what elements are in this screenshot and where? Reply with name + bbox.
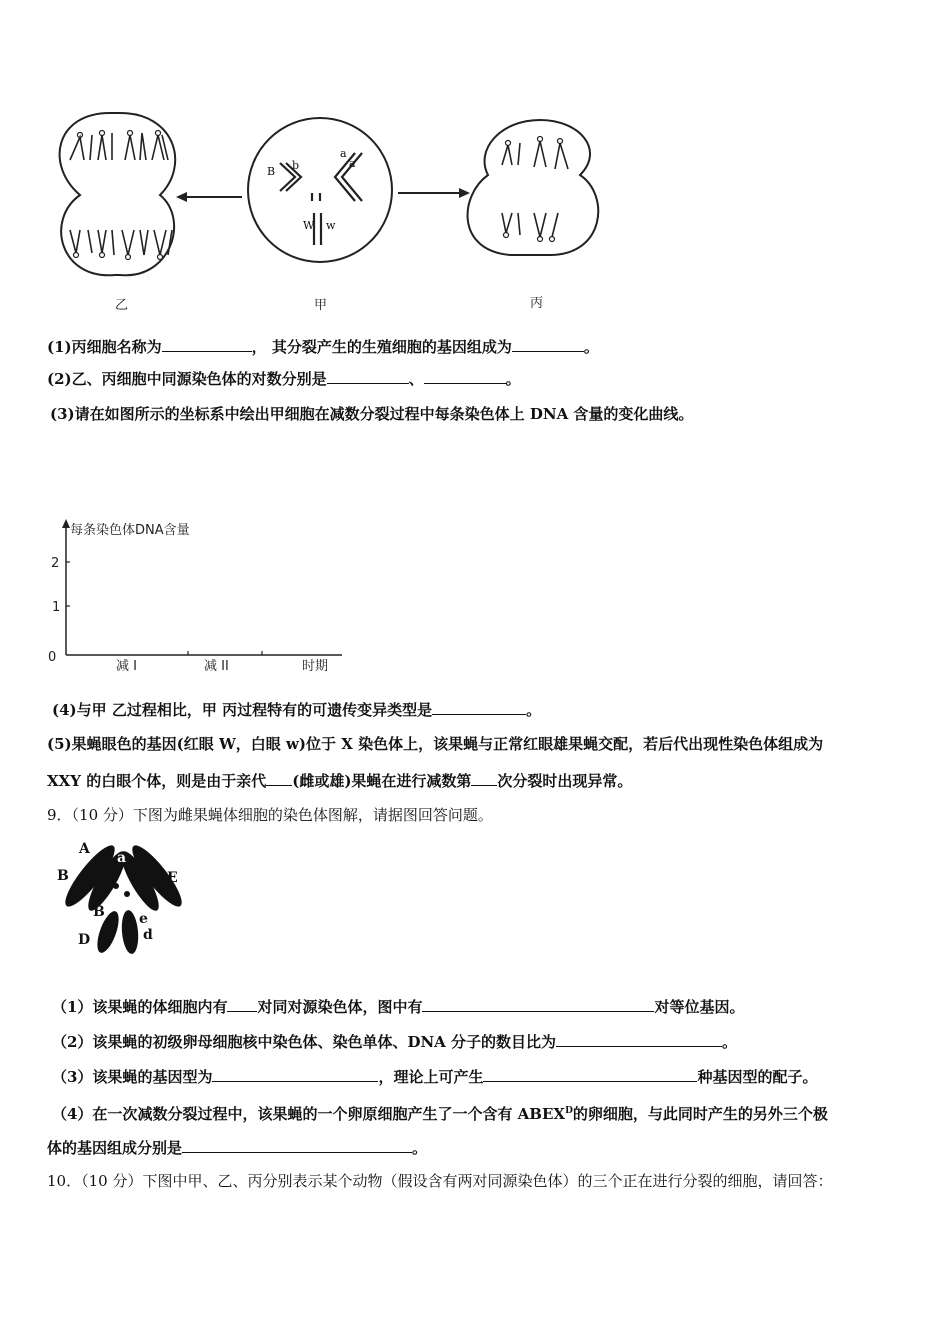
q8-part2-text-a: (2)乙、丙细胞中同源染色体的对数分别是 bbox=[47, 370, 327, 388]
answer-blank[interactable] bbox=[471, 771, 497, 786]
answer-blank[interactable] bbox=[266, 771, 292, 786]
q9-part3-text-b: ，理论上可产生 bbox=[378, 1068, 484, 1086]
q10-title: 10．（10 分）下图中甲、乙、丙分别表示某个动物（假设含有两对同源染色体）的三个正在进行分裂的细胞，请回答： bbox=[47, 1172, 833, 1190]
answer-blank[interactable] bbox=[512, 337, 584, 352]
answer-blank[interactable] bbox=[424, 369, 506, 384]
q8-part4-text-a: (4)与甲 乙过程相比，甲 丙过程特有的可遗传变异类型是 bbox=[52, 701, 433, 719]
q9-part3-text-a: （3）该果蝇的基因型为 bbox=[52, 1068, 213, 1086]
gene-label-B: B bbox=[267, 165, 276, 178]
answer-blank[interactable] bbox=[182, 1138, 412, 1153]
gene-label-B-mid: B bbox=[93, 904, 105, 920]
gene-label-b: b bbox=[292, 159, 300, 172]
q8-part5-line2 bbox=[47, 771, 632, 791]
q9-part3-text-c: 种基因型的配子。 bbox=[697, 1068, 818, 1086]
q8-part4-text-b: 。 bbox=[526, 701, 542, 719]
y-axis-arrow-icon bbox=[62, 519, 70, 528]
q8-part5-text-c: 次分裂时出现异常。 bbox=[497, 772, 633, 790]
gene-label-d: d bbox=[143, 927, 153, 943]
q9-part4-text-d: 。 bbox=[412, 1139, 428, 1157]
q9-part4-text-c: 体的基因组成分别是 bbox=[47, 1139, 183, 1157]
answer-blank[interactable] bbox=[483, 1067, 697, 1082]
gene-label-D: D bbox=[78, 932, 91, 948]
cell-label-jia: 甲 bbox=[314, 298, 328, 313]
q9-part2-text-a: （2）该果蝇的初级卵母细胞核中染色体、染色单体、DNA 分子的数目比为 bbox=[52, 1033, 557, 1051]
answer-blank[interactable] bbox=[212, 1067, 378, 1082]
q8-part1 bbox=[47, 337, 599, 357]
q9-part1-text-a: （1）该果蝇的体细胞内有 bbox=[52, 998, 228, 1016]
q8-part5-line1: (5)果蝇眼色的基因(红眼 W，白眼 w)位于 X 染色体上，该果蝇与正常红眼雄果蝇交配，若后代出现性染色体组成为 bbox=[47, 735, 824, 753]
y-tick-1: 1 bbox=[52, 600, 61, 615]
gene-label-B-left: B bbox=[57, 868, 69, 884]
x-tick-meiosis-1: 减 I bbox=[116, 659, 137, 674]
q8-part5-text-a: XXY 的白眼个体，则是由于亲代 bbox=[47, 772, 267, 790]
gene-label-a: a bbox=[117, 850, 127, 866]
answer-blank[interactable] bbox=[556, 1032, 722, 1047]
q9-part1-text-b: 对同对源染色体，图中有 bbox=[257, 998, 423, 1016]
cell-division-figure bbox=[50, 105, 650, 305]
q8-part1-text-c: 。 bbox=[583, 338, 599, 356]
q8-part5-text-b: (雌或雄)果蝇在进行减数第 bbox=[292, 772, 472, 790]
y-axis-label: 每条染色体DNA含量 bbox=[70, 523, 190, 538]
q9-part4-text-a: （4）在一次减数分裂过程中，该果蝇的一个卵原细胞产生了一个含有 ABEX bbox=[52, 1105, 566, 1123]
q9-part2 bbox=[52, 1032, 737, 1052]
q8-part1-text-a: (1)丙细胞名称为 bbox=[47, 338, 162, 356]
cell-bing-outline bbox=[468, 120, 599, 255]
y-tick-2: 2 bbox=[51, 556, 60, 571]
cell-label-bing: 丙 bbox=[530, 296, 544, 311]
dna-content-graph bbox=[44, 517, 344, 677]
q9-part4-line2 bbox=[47, 1138, 427, 1158]
arrow-left-icon bbox=[176, 192, 187, 202]
q9-title: 9．（10 分）下图为雌果蝇体细胞的染色体图解，请据图回答问题。 bbox=[47, 806, 493, 824]
q8-part3: (3)请在如图所示的坐标系中绘出甲细胞在减数分裂过程中每条染色体上 DNA 含量的变化曲线。 bbox=[50, 405, 694, 423]
fruit-fly-chromosome-figure bbox=[52, 836, 192, 956]
q9-part4-superscript: D bbox=[565, 1106, 573, 1116]
q8-part1-text-b: ， 其分裂产生的生殖细胞的基因组成为 bbox=[251, 338, 512, 356]
q8-part2-text-c: 。 bbox=[505, 370, 521, 388]
q9-part3 bbox=[52, 1067, 817, 1087]
q8-part2-text-b: 、 bbox=[408, 370, 424, 388]
q9-part1 bbox=[52, 997, 744, 1017]
answer-blank[interactable] bbox=[432, 700, 526, 715]
q9-part2-text-b: 。 bbox=[722, 1033, 738, 1051]
gene-label-E: E bbox=[167, 870, 178, 886]
gene-label-w: w bbox=[326, 219, 336, 232]
gene-label-A: A bbox=[79, 841, 90, 857]
cell-label-yi: 乙 bbox=[115, 298, 129, 313]
x-tick-meiosis-2: 减 II bbox=[204, 659, 229, 674]
gene-label-W: W bbox=[303, 219, 315, 232]
gene-label-a1: a bbox=[340, 147, 347, 160]
gene-label-e: e bbox=[139, 911, 148, 927]
y-tick-0: 0 bbox=[48, 650, 57, 665]
q9-part1-text-c: 对等位基因。 bbox=[654, 998, 745, 1016]
q9-part4-text-b: 的卵细胞，与此同时产生的另外三个极 bbox=[572, 1105, 828, 1123]
q8-part4 bbox=[52, 700, 541, 720]
answer-blank[interactable] bbox=[422, 997, 654, 1012]
arrow-right-icon bbox=[459, 188, 470, 198]
q9-part4-line1 bbox=[52, 1101, 828, 1124]
gene-label-a2: a bbox=[349, 157, 356, 170]
answer-blank[interactable] bbox=[162, 337, 252, 352]
q8-part2 bbox=[47, 369, 521, 389]
x-axis-label: 时期 bbox=[302, 659, 329, 674]
answer-blank[interactable] bbox=[327, 369, 409, 384]
answer-blank[interactable] bbox=[227, 997, 257, 1012]
